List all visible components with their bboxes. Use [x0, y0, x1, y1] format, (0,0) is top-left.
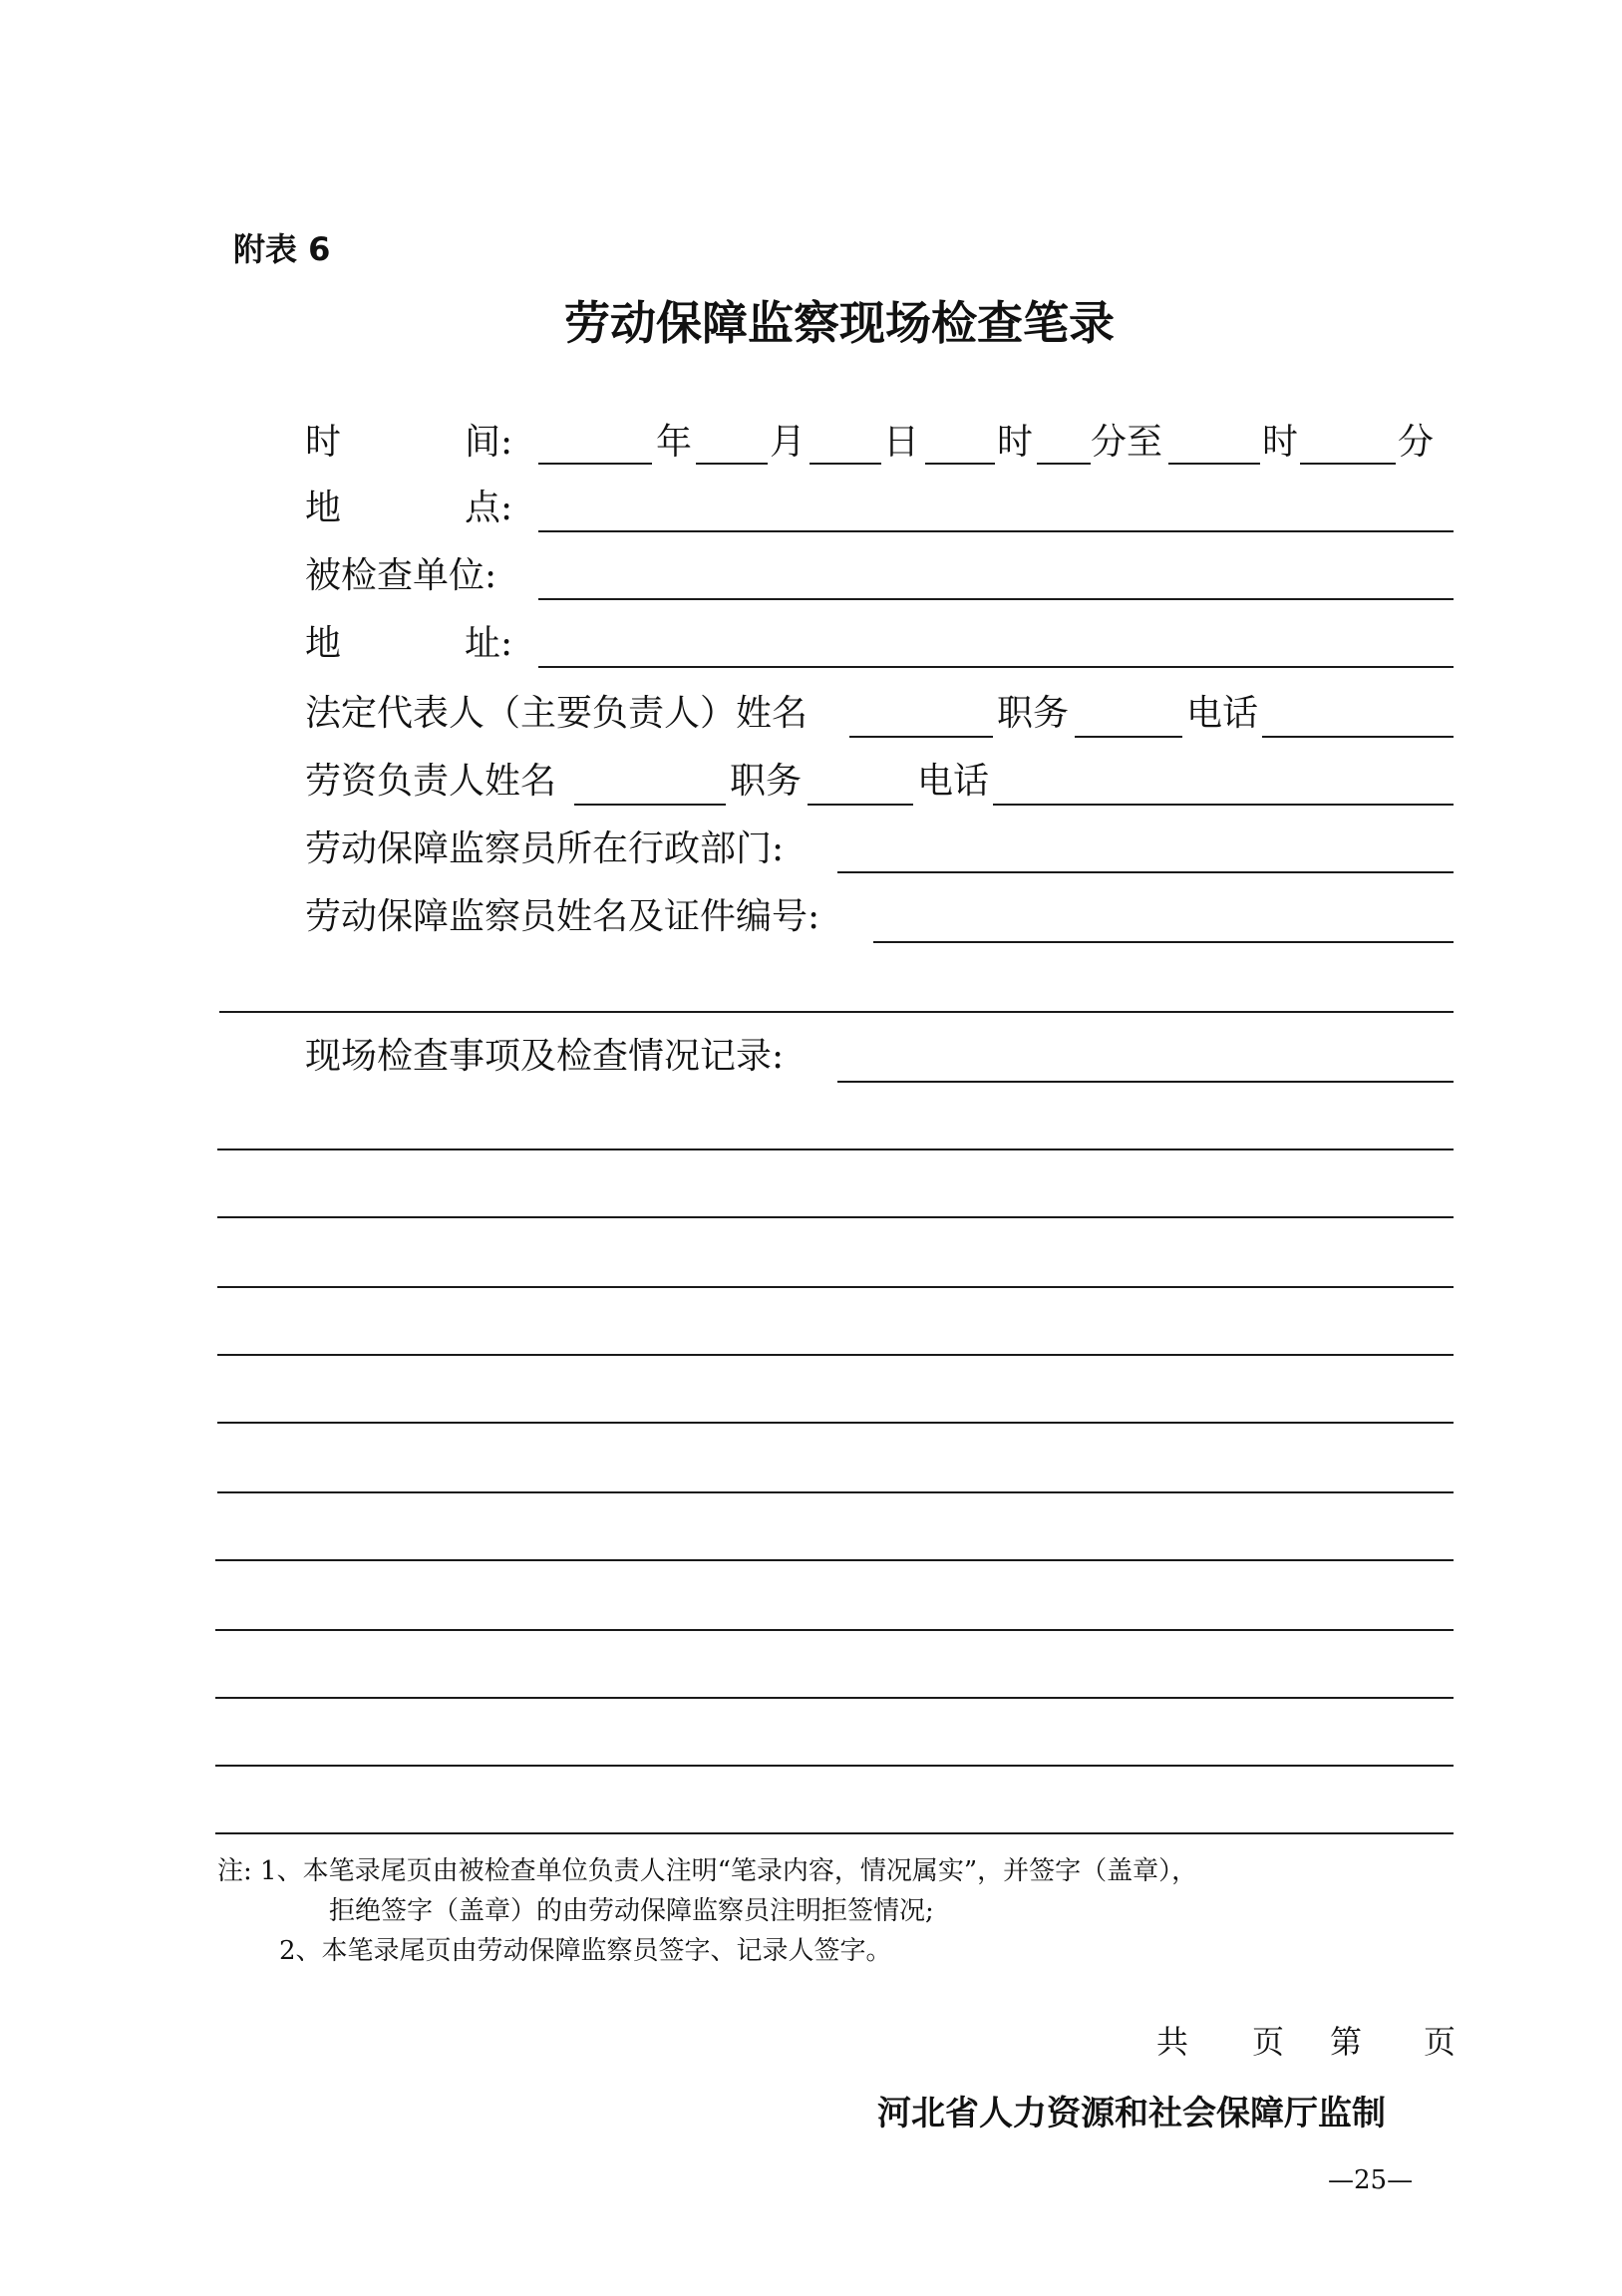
- inspected-unit-blank[interactable]: [538, 598, 1454, 600]
- record-line[interactable]: [217, 1422, 1454, 1424]
- record-line[interactable]: [217, 1148, 1454, 1150]
- record-line[interactable]: [217, 1286, 1454, 1288]
- inspector-name-label: 劳动保障监察员姓名及证件编号:: [305, 896, 820, 937]
- record-line[interactable]: [215, 1832, 1454, 1834]
- minute-to-chars: 分至: [1091, 422, 1163, 463]
- legal-rep-position-label: 职务: [997, 693, 1070, 734]
- record-line[interactable]: [215, 1697, 1454, 1699]
- year-blank[interactable]: [538, 463, 652, 465]
- record-line[interactable]: [217, 1354, 1454, 1356]
- inspector-dept-label: 劳动保障监察员所在行政部门:: [305, 828, 785, 869]
- labor-manager-name-blank[interactable]: [574, 804, 726, 806]
- day-blank[interactable]: [810, 463, 881, 465]
- page-number: —25—: [1328, 2165, 1414, 2195]
- record-line[interactable]: [215, 1629, 1454, 1631]
- legal-rep-phone-blank[interactable]: [1262, 736, 1454, 738]
- address-blank[interactable]: [538, 666, 1454, 668]
- minute-char-2: 分: [1398, 422, 1435, 463]
- record-label: 现场检查事项及检查情况记录:: [305, 1036, 785, 1077]
- page-count-page-2: 页: [1424, 2023, 1457, 2061]
- page-count-page-1: 页: [1252, 2023, 1285, 2061]
- inspector-dept-blank[interactable]: [837, 871, 1454, 873]
- hour-blank-2[interactable]: [1168, 463, 1260, 465]
- record-line[interactable]: [217, 1216, 1454, 1218]
- labor-manager-phone-blank[interactable]: [993, 804, 1454, 806]
- place-label-1: 地: [305, 488, 342, 528]
- labor-manager-position-blank[interactable]: [808, 804, 913, 806]
- legal-rep-name-blank[interactable]: [849, 736, 993, 738]
- hour-char-2: 时: [1262, 422, 1299, 463]
- hour-char-1: 时: [997, 422, 1034, 463]
- address-label-1: 地: [305, 623, 342, 664]
- form-title: 劳动保障监察现场检查笔录: [564, 296, 1115, 350]
- time-label-2: 间:: [465, 422, 513, 463]
- labor-manager-label: 劳资负责人姓名: [305, 761, 557, 802]
- day-char: 日: [883, 422, 920, 463]
- record-line[interactable]: [215, 1559, 1454, 1561]
- place-blank[interactable]: [538, 530, 1454, 532]
- minute-blank-2[interactable]: [1300, 463, 1396, 465]
- place-label-2: 点:: [465, 488, 513, 528]
- month-blank[interactable]: [696, 463, 768, 465]
- address-label-2: 址:: [465, 623, 513, 664]
- year-char: 年: [656, 422, 693, 463]
- time-label-1: 时: [305, 422, 342, 463]
- hour-blank-1[interactable]: [925, 463, 995, 465]
- issuer-label: 河北省人力资源和社会保障厅监制: [877, 2094, 1386, 2133]
- month-char: 月: [770, 422, 807, 463]
- note-line-1: 注: 1、本笔录尾页由被检查单位负责人注明“笔录内容，情况属实”，并签字（盖章），: [217, 1856, 1198, 1886]
- inspector-extra-line[interactable]: [219, 1011, 1454, 1013]
- page-count-nth: 第: [1330, 2023, 1363, 2061]
- legal-rep-label: 法定代表人（主要负责人）姓名: [305, 693, 809, 734]
- appendix-label: 附表 6: [233, 230, 331, 268]
- labor-manager-position-label: 职务: [730, 761, 803, 802]
- inspected-unit-label: 被检查单位:: [305, 555, 497, 596]
- note-line-3: 2、本笔录尾页由劳动保障监察员签字、记录人签字。: [279, 1936, 892, 1966]
- legal-rep-phone-label: 电话: [1186, 693, 1259, 734]
- labor-manager-phone-label: 电话: [917, 761, 990, 802]
- page-count-total: 共: [1156, 2023, 1189, 2061]
- inspector-name-blank[interactable]: [873, 941, 1454, 943]
- record-line[interactable]: [215, 1765, 1454, 1767]
- minute-blank-1[interactable]: [1037, 463, 1091, 465]
- note-line-2: 拒绝签字（盖章）的由劳动保障监察员注明拒签情况;: [329, 1896, 934, 1926]
- record-line[interactable]: [217, 1491, 1454, 1493]
- legal-rep-position-blank[interactable]: [1075, 736, 1182, 738]
- record-first-line[interactable]: [837, 1081, 1454, 1083]
